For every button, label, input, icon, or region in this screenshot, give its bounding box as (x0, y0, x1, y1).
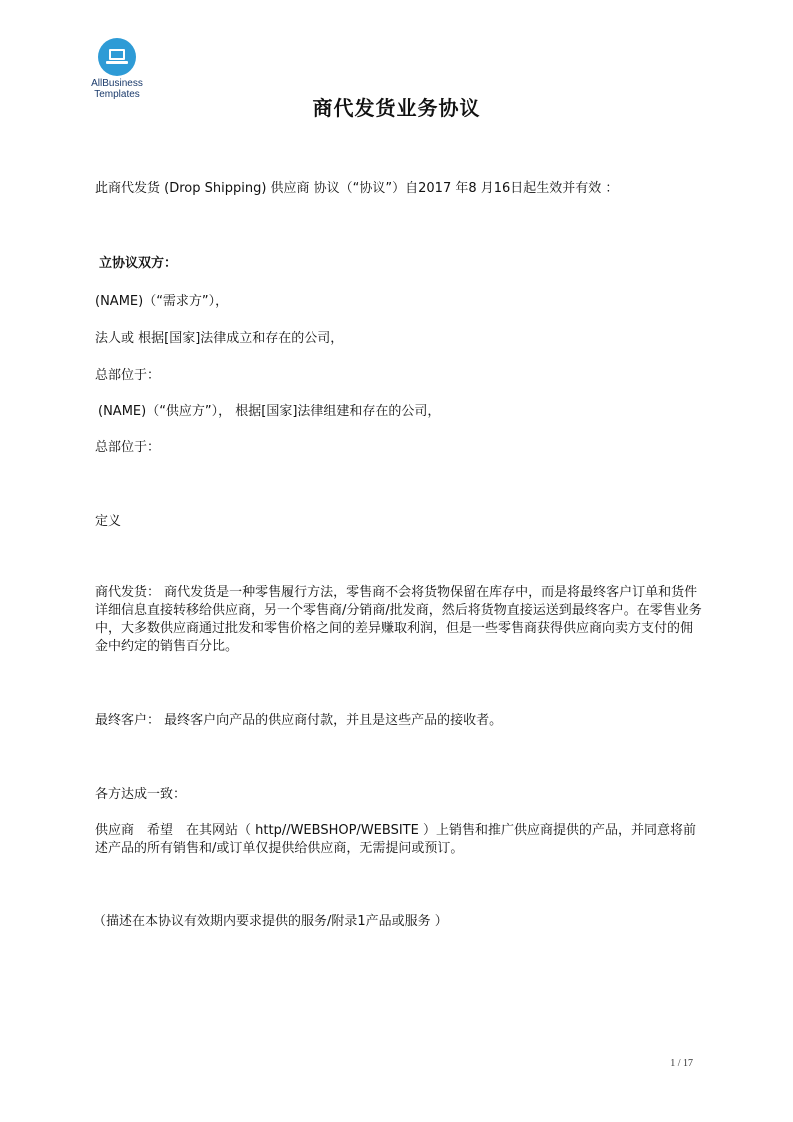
party1-name: (NAME)（“需求方”）， (95, 294, 229, 309)
definition-end-customer: 最终客户： 最终客户向产品的供应商付款，并且是这些产品的接收者。 (95, 713, 503, 728)
party1-headquarters: 总部位于： (95, 368, 161, 383)
services-note: （描述在本协议有效期内要求提供的服务/附录1产品或服务 ） (93, 914, 448, 929)
definitions-heading: 定义 (95, 514, 122, 529)
party2-headquarters: 总部位于： (95, 440, 161, 455)
document-title: 商代发货业务协议 (312, 96, 481, 120)
intro-paragraph: 此商代发货 (Drop Shipping) 供应商 协议（“协议”）自2017 年8 月16日起生效并有效 ： (95, 181, 619, 196)
agreement-text: 供应商 希望 在其网站（ http//WEBSHOP/WEBSITE ）上销售和推广供应商提供的产品，并同意将前述产品的所有销售和/或订单仅提供给供应商，无需提问或预订。 (95, 823, 696, 856)
party1-description: 法人或 根据[国家]法律成立和存在的公司， (95, 331, 344, 346)
laptop-icon (98, 38, 136, 76)
agreement-heading: 各方达成一致： (95, 787, 187, 802)
definition-dropshipping: 商代发货： 商代发货是一种零售履行方法，零售商不会将货物保留在库存中，而是将最终客户订单和货件详细信息直接转移给供应商，另一个零售商/分销商/批发商，然后将货物直接运送到最终客户。在零售业务中，大多数供应商通过批发和零售价格之间的差异赚取利润，但是一些零售商获得供应商向卖方支付的佣金中约定的销售百分比。 (95, 585, 702, 654)
logo-text: AllBusiness Templates (91, 78, 143, 100)
parties-heading: 立协议双方： (99, 256, 178, 271)
page-number: 1 / 17 (670, 1058, 693, 1069)
company-logo (84, 38, 150, 100)
party2: (NAME)（“供应方”）， 根据[国家]法律组建和存在的公司， (98, 404, 441, 419)
